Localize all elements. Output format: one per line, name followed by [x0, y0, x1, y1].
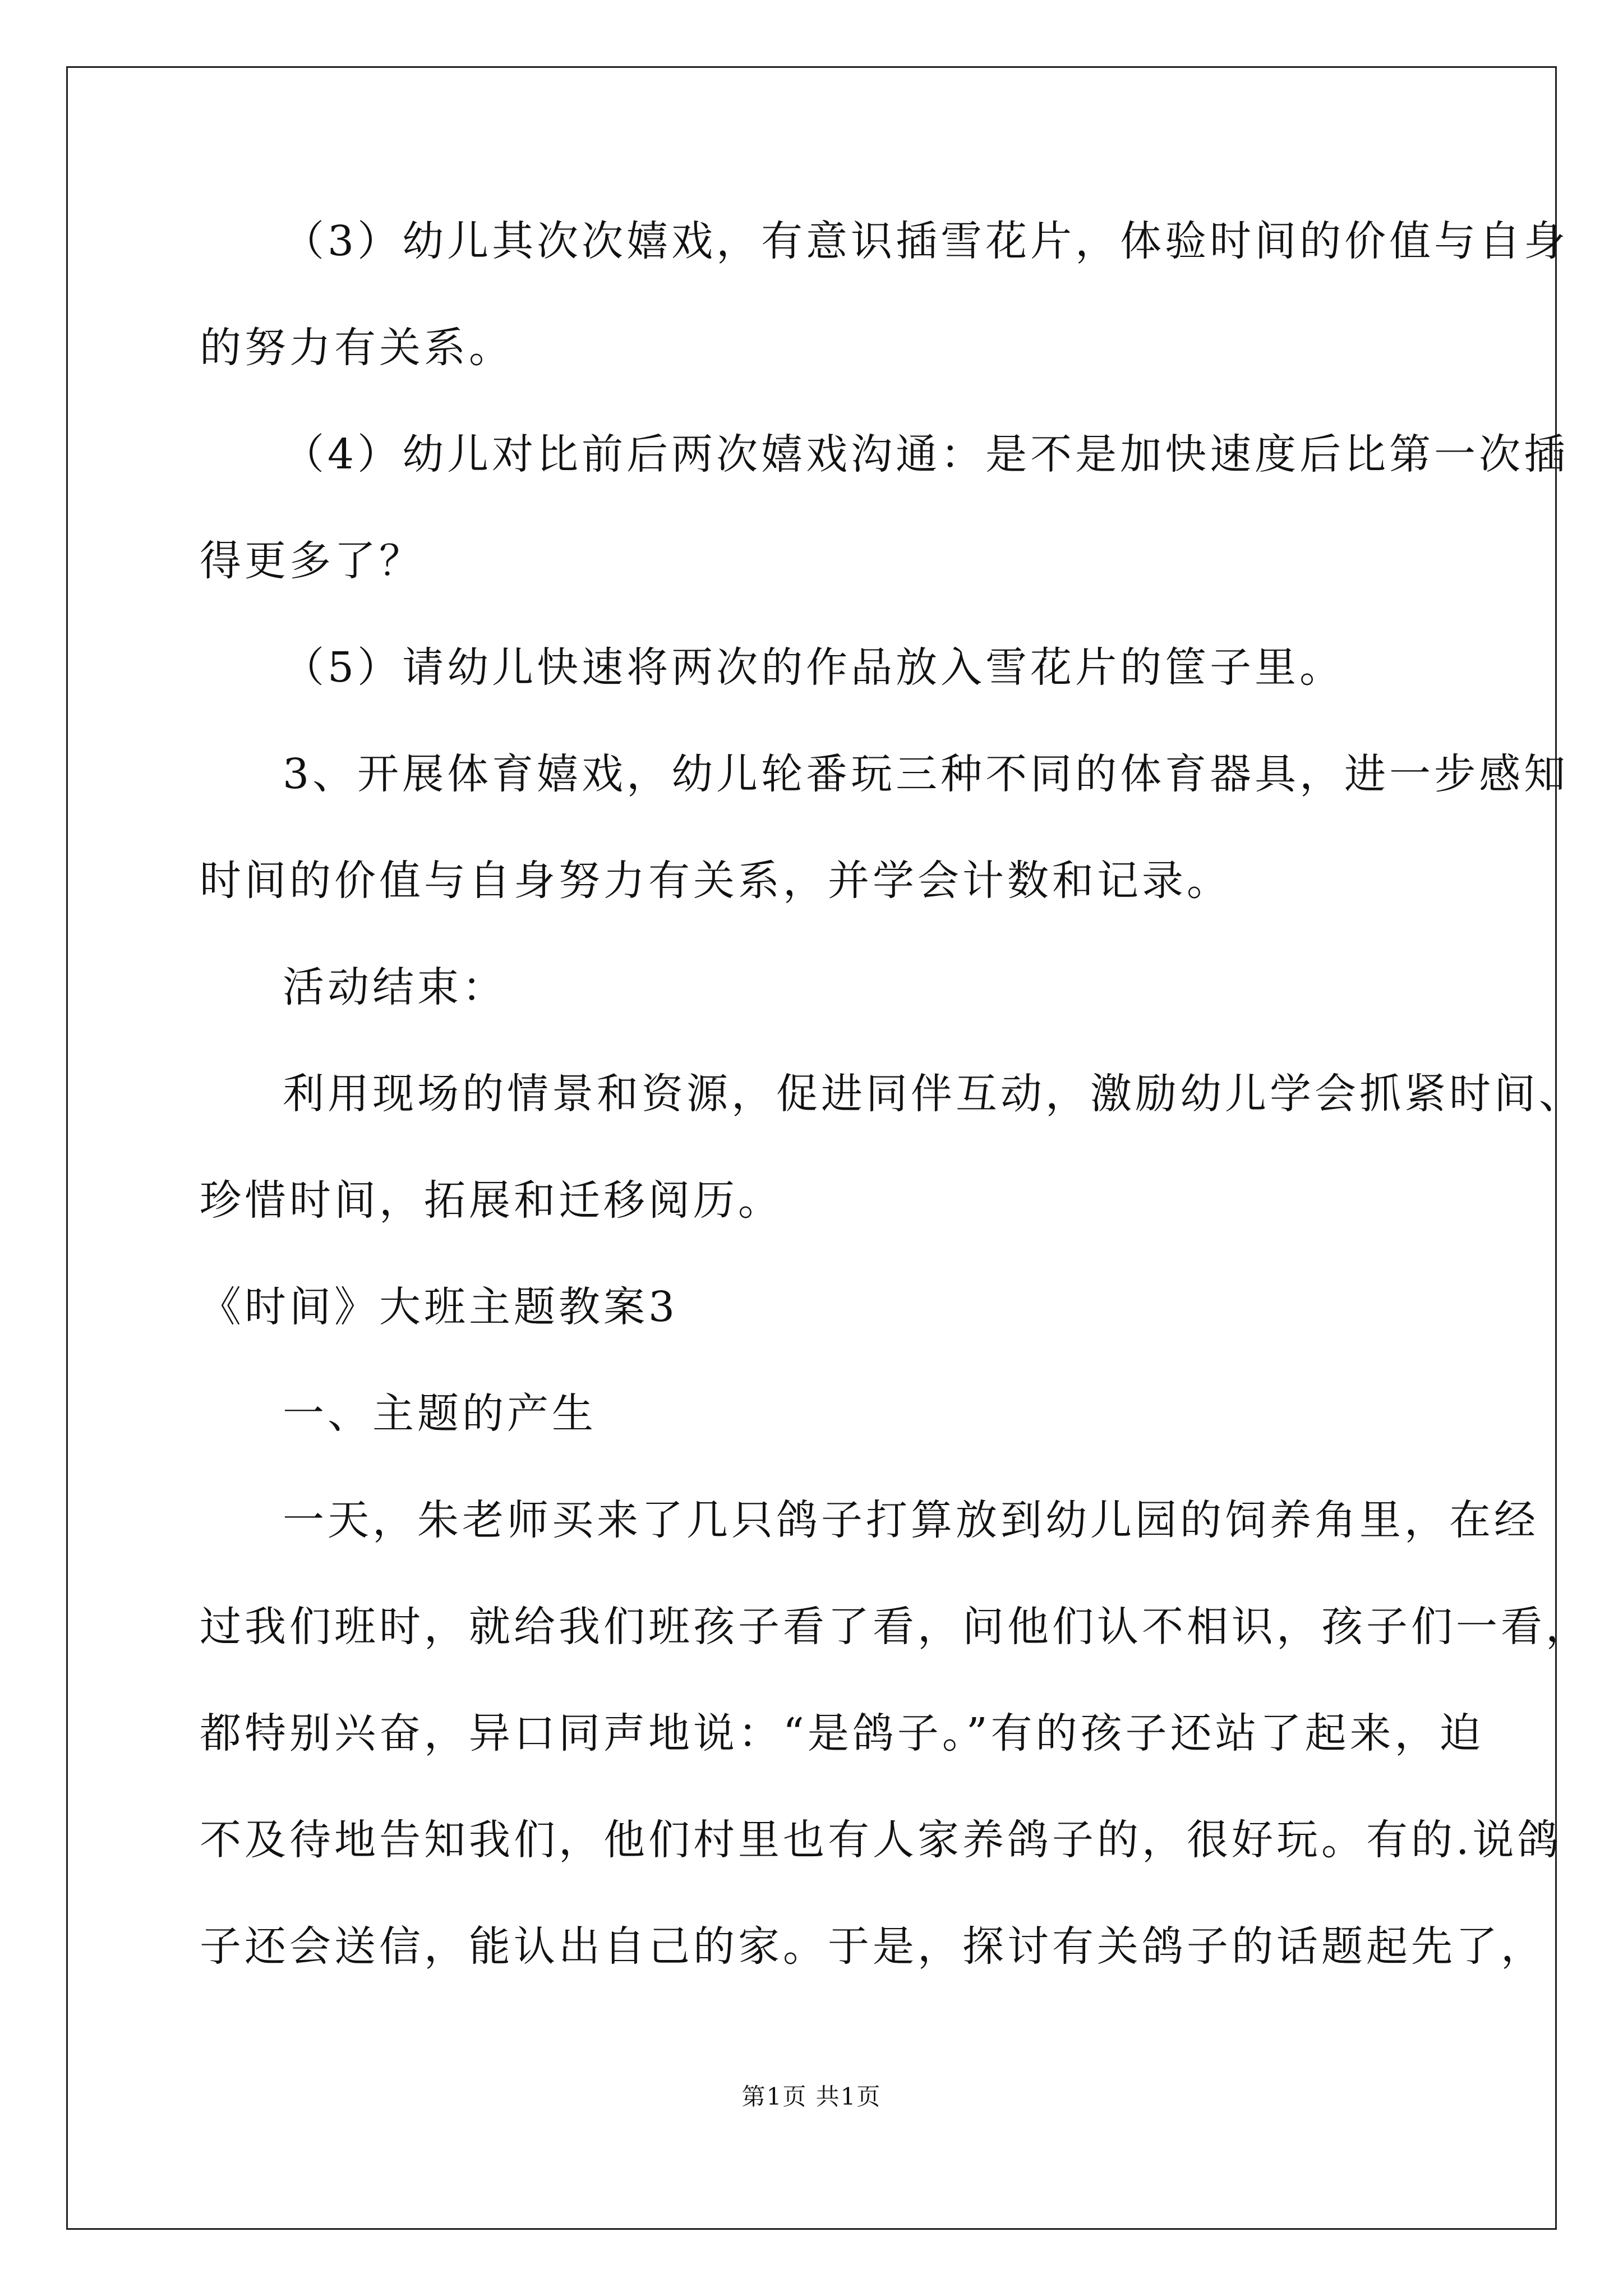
paragraph-line: 时间的价值与自身努力有关系，并学会计数和记录。	[200, 857, 1232, 905]
paragraph-line: （3）幼儿其次次嬉戏，有意识插雪花片，体验时间的价值与自身	[283, 217, 1569, 265]
paragraph-line: 都特别兴奋，异口同声地说：“是鸽子。”有的孩子还站了起来，迫	[200, 1709, 1484, 1757]
paragraph-line: （5）请幼儿快速将两次的作品放入雪花片的筐子里。	[283, 643, 1345, 692]
document-heading: 《时间》大班主题教案3	[200, 1283, 679, 1331]
paragraph-line: 一天，朱老师买来了几只鸽子打算放到幼儿园的饲养角里，在经	[283, 1496, 1539, 1544]
paragraph-line: 利用现场的情景和资源，促进同伴互动，激励幼儿学会抓紧时间、	[283, 1070, 1584, 1118]
paragraph-line: 珍惜时间，拓展和迁移阅历。	[200, 1176, 783, 1225]
paragraph-line: 过我们班时，就给我们班孩子看了看，问他们认不相识，孩子们一看，	[200, 1603, 1590, 1651]
paragraph-line: 得更多了？	[200, 537, 424, 585]
page-footer: 第1页 共1页	[741, 2083, 882, 2110]
page-border	[66, 66, 1557, 2230]
section-label: 一、主题的产生	[283, 1389, 597, 1438]
paragraph-line: 的努力有关系。	[200, 324, 514, 372]
paragraph-line: （4）幼儿对比前后两次嬉戏沟通：是不是加快速度后比第一次插	[283, 430, 1569, 478]
paragraph-line: 子还会送信，能认出自己的家。于是，探讨有关鸽子的话题起先了，	[200, 1922, 1546, 1971]
section-label: 活动结束：	[283, 963, 507, 1011]
paragraph-line: 不及待地告知我们，他们村里也有人家养鸽子的，很好玩。有的.说鸽	[200, 1816, 1562, 1864]
paragraph-line: 3、开展体育嬉戏，幼儿轮番玩三种不同的体育器具，进一步感知	[283, 750, 1569, 798]
